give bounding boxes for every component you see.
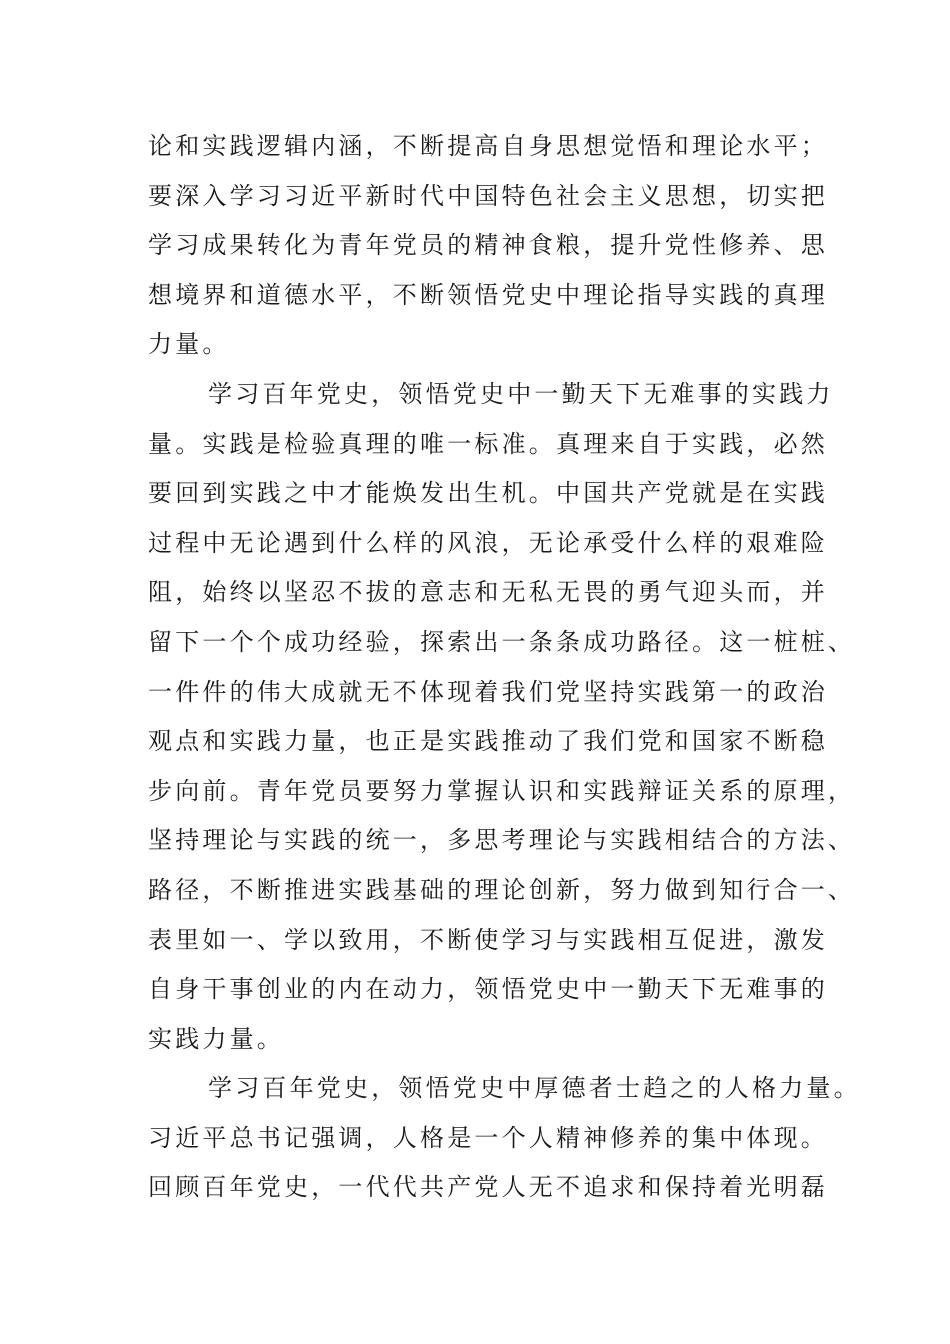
- text-line: 过程中无论遇到什么样的风浪，无论承受什么样的艰难险: [148, 528, 828, 557]
- text-line: 路径，不断推进实践基础的理论创新，努力做到知行合一、: [148, 875, 856, 904]
- text-line: 学习成果转化为青年党员的精神食粮，提升党性修养、思: [148, 231, 828, 260]
- text-line: 实践力量。: [148, 1024, 284, 1053]
- text-line: 阻，始终以坚忍不拔的意志和无私无畏的勇气迎头而，并: [148, 578, 828, 607]
- text-line: 自身干事创业的内在动力，领悟党史中一勤天下无难事的: [148, 975, 828, 1004]
- text-line: 坚持理论与实践的统一，多思考理论与实践相结合的方法、: [148, 826, 856, 855]
- text-line: 要回到实践之中才能焕发出生机。中国共产党就是在实践: [148, 479, 828, 508]
- text-line: 力量。: [148, 330, 230, 359]
- body-text: [148, 122, 861, 1213]
- text-line: 步向前。青年党员要努力掌握认识和实践辩证关系的原理，: [148, 776, 856, 805]
- text-line: 论和实践逻辑内涵，不断提高自身思想觉悟和理论水平；: [148, 132, 828, 160]
- paragraph-first-line: 学习百年党史，领悟党史中一勤天下无难事的实践力: [208, 379, 834, 408]
- text-line: 想境界和道德水平，不断领悟党史中理论指导实践的真理: [148, 280, 828, 309]
- paragraph-first-line: 学习百年党史，领悟党史中厚德者士趋之的人格力量。: [208, 1074, 861, 1103]
- text-line: 一件件的伟大成就无不体现着我们党坚持实践第一的政治: [148, 677, 828, 706]
- text-line: 量。实践是检验真理的唯一标准。真理来自于实践，必然: [148, 429, 828, 458]
- text-line: 习近平总书记强调，人格是一个人精神修养的集中体现。: [148, 1123, 828, 1152]
- text-line: 留下一个个成功经验，探索出一条条成功路径。这一桩桩、: [148, 627, 856, 656]
- text-line: 观点和实践力量，也正是实践推动了我们党和国家不断稳: [148, 727, 828, 756]
- text-line: 表里如一、学以致用，不断使学习与实践相互促进，激发: [148, 925, 828, 954]
- text-line: 要深入学习习近平新时代中国特色社会主义思想，切实把: [148, 181, 828, 210]
- text-line: 回顾百年党史，一代代共产党人无不追求和保持着光明磊: [148, 1173, 828, 1202]
